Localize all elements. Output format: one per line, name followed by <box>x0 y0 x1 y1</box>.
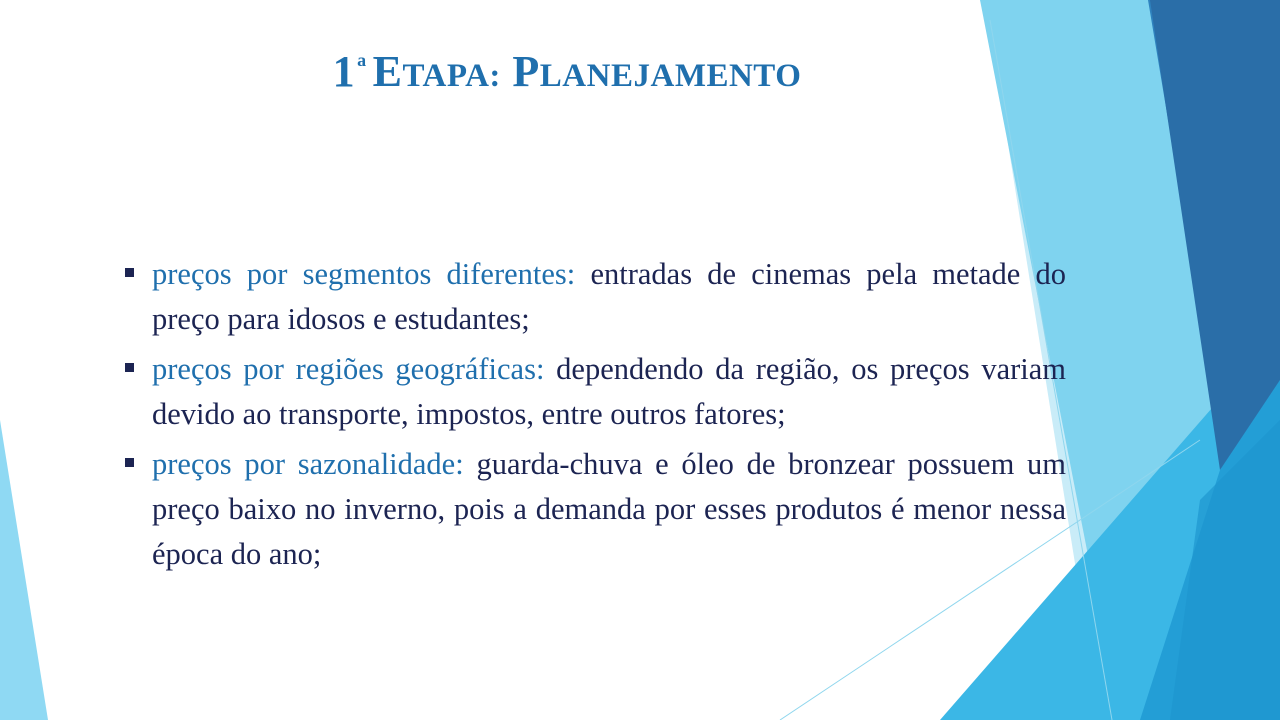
title-word2-rest: LANEJAMENTO <box>539 58 802 94</box>
title-word1-cap: E <box>372 47 403 96</box>
list-item <box>118 442 1066 577</box>
title-ordinal: a <box>357 50 367 70</box>
square-bullet-icon <box>125 268 134 277</box>
left-facet <box>0 420 48 720</box>
item-text: dependendo da região, os preços variam devido ao transporte, impostos, entre outros fatores; <box>152 352 1066 431</box>
list-item <box>118 347 1066 437</box>
title-word2-cap: P <box>512 47 540 96</box>
item-label: preços por segmentos diferentes: <box>152 257 576 291</box>
slide-title <box>0 46 1134 97</box>
title-word1-rest: TAPA: <box>402 58 501 94</box>
title-number: 1 <box>332 47 356 96</box>
item-text: entradas de cinemas pela metade do preço para idosos e estudantes; <box>152 257 1067 336</box>
square-bullet-icon <box>125 458 134 467</box>
item-text: guarda-chuva e óleo de bronzear possuem um preço baixo no inverno, pois a demanda por esses produtos é menor nessa época do ano; <box>152 447 1067 571</box>
square-bullet-icon <box>125 363 134 372</box>
item-label: preços por sazonalidade: <box>152 447 464 481</box>
bullet-list <box>118 252 1066 582</box>
list-item <box>118 252 1066 342</box>
item-label: preços por regiões geográficas: <box>152 352 545 386</box>
